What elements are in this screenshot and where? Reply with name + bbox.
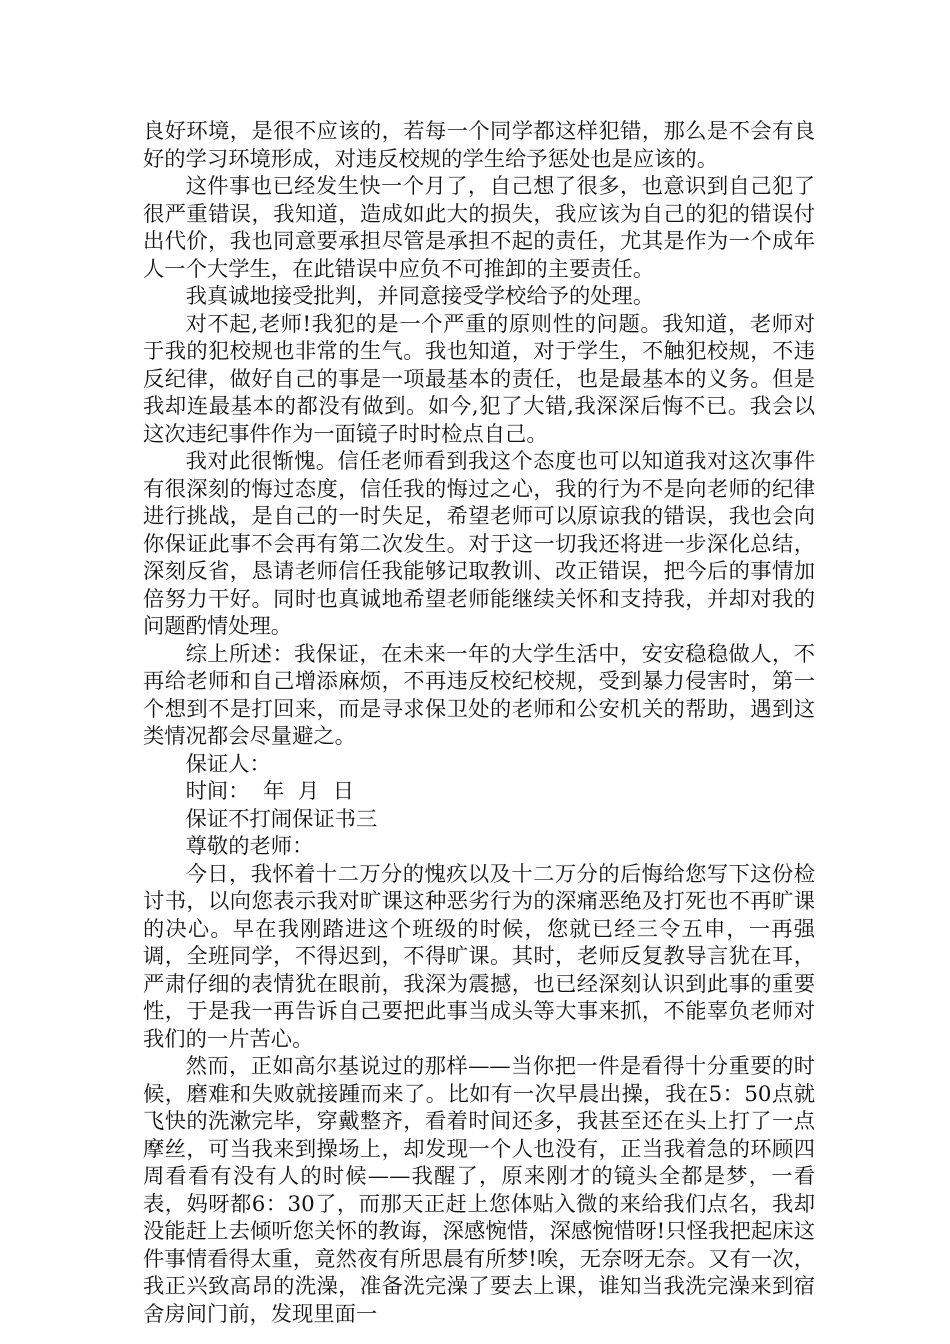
paragraph-6: 综上所述：我保证，在未来一年的大学生活中，安安稳稳做人，不再给老师和自己增添麻烦，不再违反校纪校规，受到暴力侵害时，第一个想到不是打回来，而是寻求保卫处的老师和公安机关的帮助，遇到这类情况都会尽量避之。: [143, 641, 815, 749]
paragraph-7: 今日，我怀着十二万分的愧疚以及十二万分的后悔给您写下这份检讨书，以向您表示我对旷课这种恶劣行为的深痛恶绝及打死也不再旷课的决心。早在我刚踏进这个班级的时候，您就已经三令五申，一再强调，全班同学，不得迟到，不得旷课。其时，老师反复教导言犹在耳，严肃仔细的表情犹在眼前，我深为震撼，也已经深刻认识到此事的重要性，于是我一再告诉自己要把此事当成头等大事来抓，不能辜负老师对我们的一片苦心。: [143, 861, 815, 1052]
guarantor-line: 保证人：: [185, 751, 271, 777]
section-title: 保证不打闹保证书三: [185, 806, 378, 832]
salutation: 尊敬的老师：: [185, 834, 314, 859]
paragraph-2: 这件事也已经发生快一个月了，自己想了很多，也意识到自己犯了很严重错误，我知道，造成如此大的损失，我应该为自己的犯的错误付出代价，我也同意要承担尽管是承担不起的责任，尤其是作为一个成年人一个大学生，在此错误中应负不可推卸的主要责任。: [143, 174, 815, 282]
paragraph-4: 对不起,老师!我犯的是一个严重的原则性的问题。我知道，老师对于我的犯校规也非常的生气。我也知道，对于学生，不触犯校规，不违反纪律，做好自己的事是一项最基本的责任，也是最基本的义务。但是我却连最基本的都没有做到。如今,犯了大错,我深深后悔不已。我会以这次违纪事件作为一面镜子时时检点自己。: [143, 311, 815, 447]
document-page: [143, 118, 815, 1328]
paragraph-5: 我对此很惭愧。信任老师看到我这个态度也可以知道我对这次事件有很深刻的悔过态度，信任我的悔过之心，我的行为不是向老师的纪律进行挑战，是自己的一时失足，希望老师可以原谅我的错误，我也会向你保证此事不会再有第二次发生。对于这一切我还将进一步深化总结，深刻反省，恳请老师信任我能够记取教训、改正错误，把今后的事情加倍努力干好。同时也真诚地希望老师能继续关怀和支持我，并却对我的问题酌情处理。: [143, 449, 815, 639]
paragraph-3: 我真诚地接受批判，并同意接受学校给予的处理。: [185, 284, 655, 309]
paragraph-1: 良好环境，是很不应该的，若每一个同学都这样犯错，那么是不会有良好的学习环境形成，对违反校规的学生给予惩处也是应该的。: [143, 119, 815, 172]
paragraph-8: 然而，正如高尔基说过的那样——当你把一件是看得十分重要的时候，磨难和失败就接踵而来了。比如有一次早晨出操，我在5：50点就飞快的洗漱完毕，穿戴整齐，看着时间还多，我甚至还在头上打了一点摩丝，可当我来到操场上，却发现一个人也没有，正当我着急的环顾四周看看有没有人的时候——我醒了，原来刚才的镜头全都是梦，一看表，妈呀都6：30了，而那天正赶上您体贴入微的来给我们点名，我却没能赶上去倾听您关怀的教诲，深感惋惜，深感惋惜呀!只怪我把起床这件事情看得太重，竟然夜有所思晨有所梦!唉，无奈呀无奈。又有一次，我正兴致高昂的洗澡，准备洗完澡了要去上课，谁知当我洗完澡来到宿舍房间门前，发现里面一: [143, 1054, 815, 1327]
date-line: 时间： 年 月 日: [185, 779, 354, 804]
